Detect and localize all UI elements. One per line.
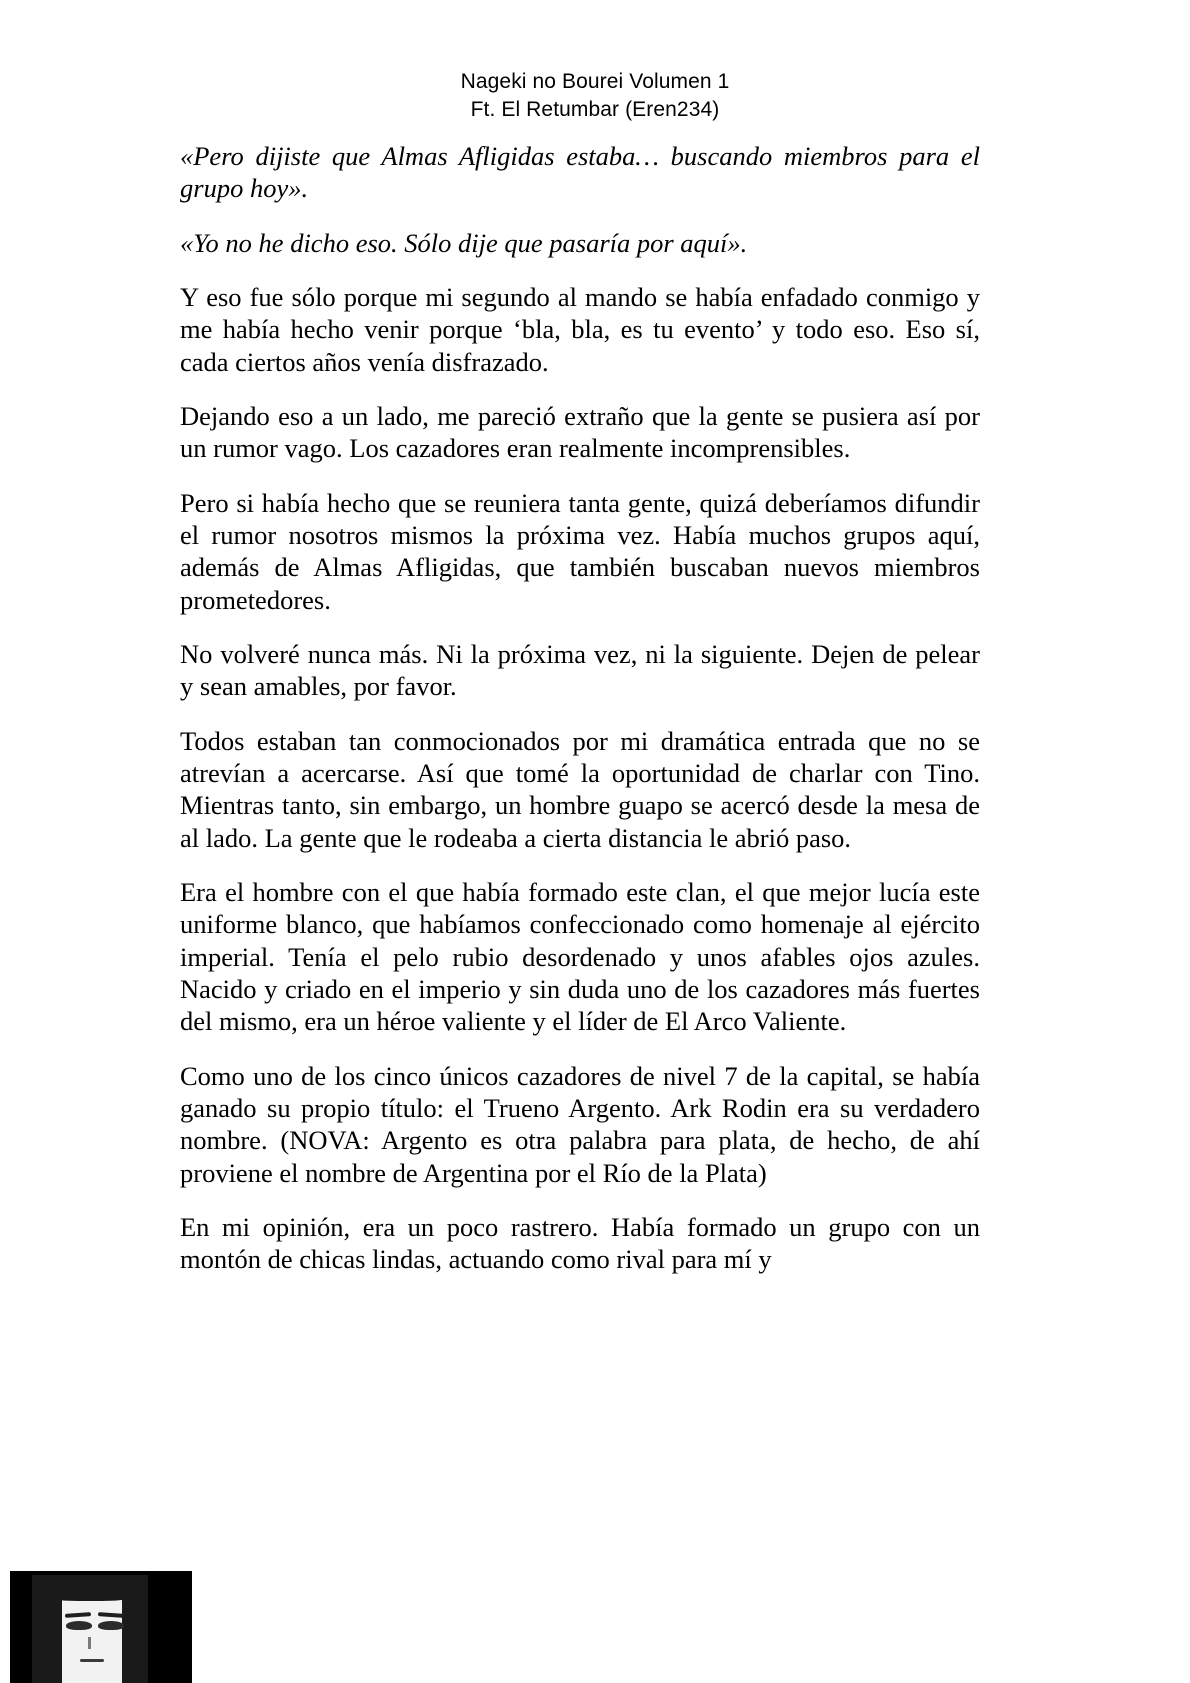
mouth <box>80 1659 104 1662</box>
eye-right <box>98 1621 124 1630</box>
thumbnail-face <box>32 1575 148 1683</box>
paragraph: No volveré nunca más. Ni la próxima vez, ni la siguiente. Dejen de pelear y sean amables, por favor. <box>180 638 980 702</box>
document-body <box>180 140 980 1276</box>
hair-right <box>122 1575 148 1683</box>
eye-left <box>66 1621 92 1630</box>
paragraph: Como uno de los cinco únicos cazadores de nivel 7 de la capital, se había ganado su propio título: el Trueno Argento. Ark Rodin era su verdadero nombre. (NOVA: Argento es otra palabra para plata, de hecho, de ahí proviene el nombre de Argentina por el Río de la Plata) <box>180 1060 980 1188</box>
paragraph: «Pero dijiste que Almas Afligidas estaba… buscando miembros para el grupo hoy». <box>180 141 980 204</box>
paragraph: En mi opinión, era un poco rastrero. Había formado un grupo con un montón de chicas lindas, actuando como rival para mí y <box>180 1211 980 1275</box>
paragraph: Todos estaban tan conmocionados por mi dramática entrada que no se atrevían a acercarse. Así que tomé la oportunidad de charlar con Tino. Mientras tanto, sin embargo, un hombre guapo se acercó desde la mesa de al lado. La gente que le rodeaba a cierta distancia le abrió paso. <box>180 725 980 853</box>
page-header <box>0 0 1190 124</box>
eyebrow-right <box>98 1612 124 1618</box>
manga-face-thumbnail <box>10 1571 192 1683</box>
hair-left <box>32 1575 62 1683</box>
eyebrow-left <box>65 1612 91 1618</box>
paragraph: Pero si había hecho que se reuniera tanta gente, quizá deberíamos difundir el rumor nosotros mismos la próxima vez. Había muchos grupos aquí, además de Almas Afligidas, que también buscaban nuevos miembros prometedores. <box>180 487 980 615</box>
nose <box>88 1637 91 1649</box>
paragraph: Era el hombre con el que había formado este clan, el que mejor lucía este uniforme blanco, que habíamos confeccionado como homenaje al ejército imperial. Tenía el pelo rubio desordenado y unos afables ojos azules. Nacido y criado en el imperio y sin duda uno de los cazadores más fuertes del mismo, era un héroe valiente y el líder de El Arco Valiente. <box>180 876 980 1037</box>
paragraph: Dejando eso a un lado, me pareció extraño que la gente se pusiera así por un rumor vago. Los cazadores eran realmente incomprensibles. <box>180 400 980 464</box>
header-title-line-2: Ft. El Retumbar (Eren234) <box>470 97 720 121</box>
paragraph: «Yo no he dicho eso. Sólo dije que pasaría por aquí». <box>180 227 748 258</box>
header-title-line-1: Nageki no Bourei Volumen 1 <box>460 70 730 93</box>
paragraph: Y eso fue sólo porque mi segundo al mando se había enfadado conmigo y me había hecho venir porque ‘bla, bla, es tu evento’ y todo eso. Eso sí, cada ciertos años venía disfrazado. <box>180 281 980 377</box>
